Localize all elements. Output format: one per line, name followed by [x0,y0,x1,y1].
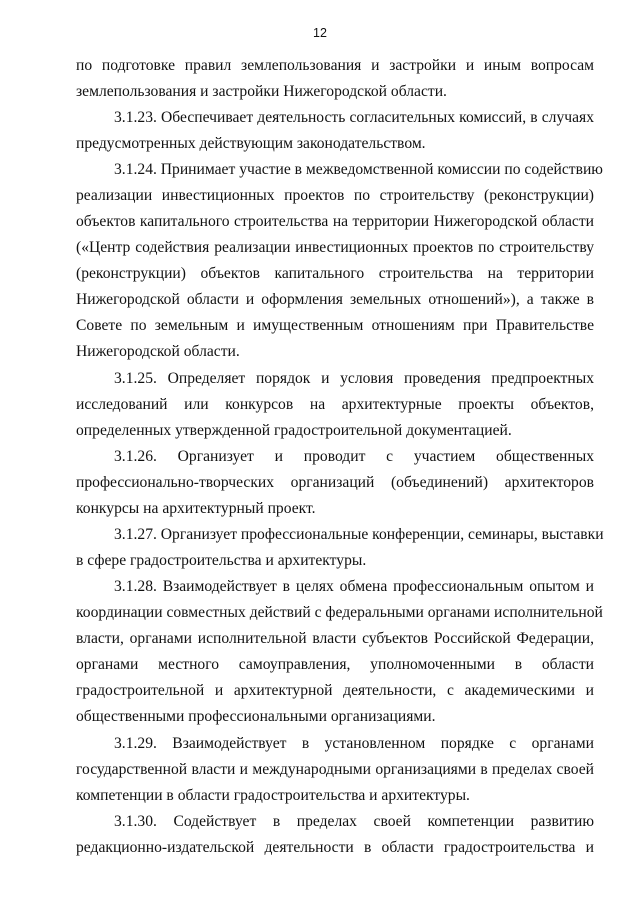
text-line: землепользования и застройки Нижегородской области. [76,83,447,100]
text-line: редакционно-издательской деятельности в области градостроительства и [76,839,594,856]
text-line: объектов капитального строительства на территории Нижегородской области [76,213,594,230]
text-line: Нижегородской области и оформления земельных отношений»), а также в [76,291,594,308]
text-line: определенных утвержденной градостроительной документацией. [76,422,512,439]
text-line: 3.1.28. Взаимодействует в целях обмена профессиональным опытом и [114,578,594,595]
text-line: 3.1.27. Организует профессиональные конференции, семинары, выставки [114,526,604,543]
text-line: органами местного самоуправления, уполномоченными в области [76,656,594,673]
text-line: компетенции в области градостроительства и архитектуры. [76,787,470,804]
text-line: 3.1.23. Обеспечивает деятельность согласительных комиссий, в случаях [114,109,594,126]
page-number: 12 [313,26,327,40]
text-line: исследований или конкурсов на архитектурные проекты объектов, [76,396,594,413]
text-line: по подготовке правил землепользования и застройки и иным вопросам [76,57,594,74]
text-line: в сфере градостроительства и архитектуры. [76,552,367,569]
text-line: реализации инвестиционных проектов по строительству (реконструкции) [76,187,594,204]
text-line: Нижегородской области. [76,343,240,360]
text-line: градостроительной и архитектурной деятельности, с академическими и [76,682,594,699]
text-line: предусмотренных действующим законодательством. [76,135,426,152]
text-line: профессионально-творческих организаций (объединений) архитекторов [76,474,594,491]
text-line: 3.1.29. Взаимодействует в установленном порядке с органами [114,735,594,752]
text-line: общественными профессиональными организациями. [76,708,436,725]
text-line: («Центр содействия реализации инвестиционных проектов по строительству [76,239,594,256]
text-line: власти, органами исполнительной власти субъектов Российской Федерации, [76,630,594,647]
text-line: (реконструкции) объектов капитального строительства на территории [76,265,594,282]
text-line: координации совместных действий с федеральными органами исполнительной [76,604,603,621]
text-line: 3.1.30. Содействует в пределах своей компетенции развитию [114,813,594,830]
text-line: государственной власти и международными организациями в пределах своей [76,761,594,778]
text-line: Совете по земельным и имущественным отношениям при Правительстве [76,317,594,334]
text-line: 3.1.26. Организует и проводит с участием общественных [114,448,594,465]
text-line: 3.1.24. Принимает участие в межведомственной комиссии по содействию [114,161,603,178]
text-line: конкурсы на архитектурный проект. [76,500,316,517]
text-line: 3.1.25. Определяет порядок и условия проведения предпроектных [114,370,594,387]
